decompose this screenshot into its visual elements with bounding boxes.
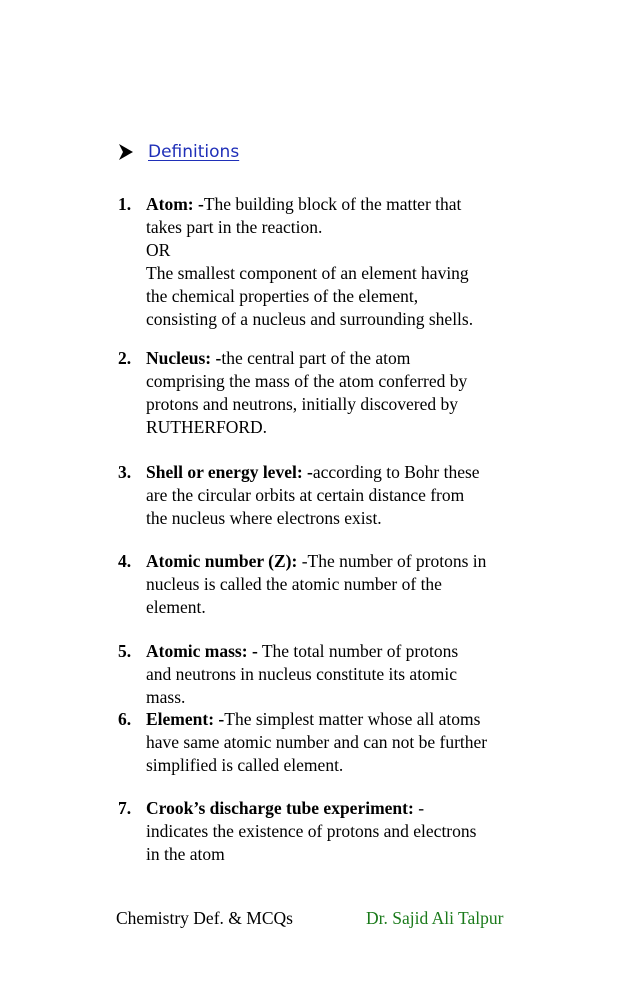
- definition-text: -: [413, 798, 425, 818]
- definitions-heading: Definitions: [148, 142, 240, 162]
- definition-term: Atomic number (Z):: [146, 551, 298, 571]
- item-number: 2.: [118, 348, 132, 368]
- definition-term: Crook’s discharge tube experiment:: [146, 798, 414, 818]
- definition-item: [118, 708, 538, 777]
- definition-term: Shell or energy level: -: [146, 462, 313, 482]
- definition-text: have same atomic number and can not be further: [146, 732, 488, 752]
- definition-text: the central part of the atom: [221, 348, 411, 368]
- item-number: 4.: [118, 551, 132, 571]
- definition-text: protons and neutrons, initially discovered by: [146, 394, 459, 414]
- definition-item: [118, 550, 538, 619]
- definition-item: [118, 797, 538, 866]
- definition-text: in the atom: [146, 844, 225, 864]
- item-number: 3.: [118, 462, 132, 482]
- definition-text: The simplest matter whose all atoms: [224, 709, 481, 729]
- definition-text: according to Bohr these: [312, 462, 480, 482]
- definition-term: Element: -: [146, 709, 225, 729]
- definition-text: element.: [146, 597, 206, 617]
- definition-item: [118, 640, 538, 709]
- definition-text: takes part in the reaction.: [146, 217, 323, 237]
- footer-author: Dr. Sajid Ali Talpur: [366, 908, 504, 928]
- definition-text: The total number of protons: [257, 641, 459, 661]
- item-number: 6.: [118, 709, 132, 729]
- definition-text: simplified is called element.: [146, 755, 344, 775]
- definition-text: comprising the mass of the atom conferred by: [146, 371, 468, 391]
- definition-text: The building block of the matter that: [203, 194, 462, 214]
- definition-term: Nucleus: -: [146, 348, 222, 368]
- definition-item: [118, 193, 538, 331]
- definition-term: Atomic mass: -: [146, 641, 258, 661]
- definition-text: OR: [146, 240, 171, 260]
- item-number: 7.: [118, 798, 132, 818]
- definition-text: nucleus is called the atomic number of the: [146, 574, 442, 594]
- definition-text: consisting of a nucleus and surrounding shells.: [146, 309, 474, 329]
- item-number: 1.: [118, 194, 132, 214]
- definition-text: indicates the existence of protons and electrons: [146, 821, 477, 841]
- definition-text: The smallest component of an element having: [146, 263, 469, 283]
- definition-text: -The number of protons in: [297, 551, 487, 571]
- definition-text: RUTHERFORD.: [146, 417, 268, 437]
- definition-item: [118, 347, 538, 439]
- definition-text: and neutrons in nucleus constitute its atomic: [146, 664, 458, 684]
- definition-text: the chemical properties of the element,: [146, 286, 419, 306]
- definition-text: are the circular orbits at certain distance from: [146, 485, 465, 505]
- definition-text: mass.: [146, 687, 186, 707]
- definition-text: the nucleus where electrons exist.: [146, 508, 382, 528]
- definition-item: [118, 461, 538, 530]
- definition-term: Atom: -: [146, 194, 204, 214]
- arrow-bullet-icon: [118, 143, 134, 161]
- section-heading: [118, 142, 239, 162]
- footer-title: Chemistry Def. & MCQs: [116, 908, 293, 928]
- item-number: 5.: [118, 641, 132, 661]
